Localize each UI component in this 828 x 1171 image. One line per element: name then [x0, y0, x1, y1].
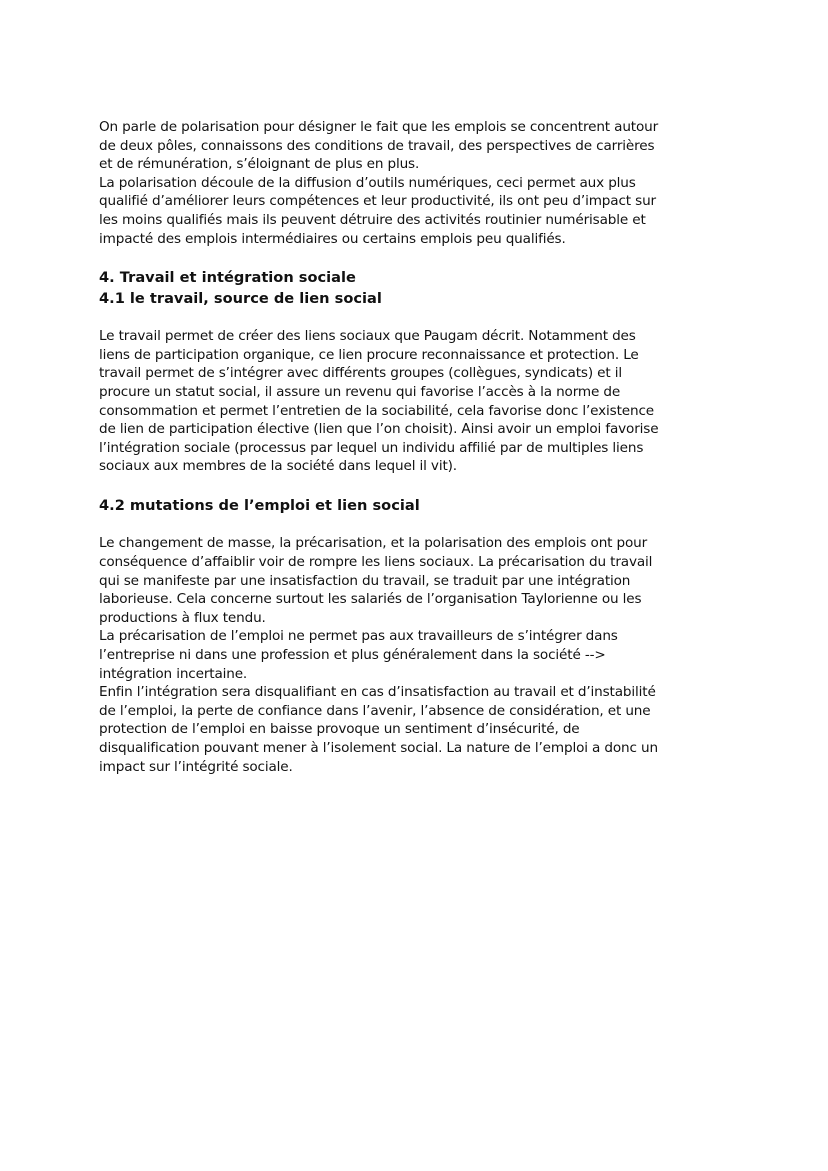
text-line: Le travail permet de créer des liens sociaux que Paugam décrit. Notamment des: [99, 328, 636, 345]
section-heading-4-1: 4.1 le travail, source de lien social: [99, 289, 382, 307]
text-line: l’intégration sociale (processus par lequel un individu affilié par de multiples liens: [99, 439, 644, 456]
text-line: disqualification pouvant mener à l’isolement social. La nature de l’emploi a donc un: [99, 739, 658, 756]
text-line: Enfin l’intégration sera disqualifiant en cas d’insatisfaction au travail et d’instabilité: [99, 684, 656, 701]
text-line: protection de l’emploi en baisse provoque un sentiment d’insécurité, de: [99, 721, 580, 738]
text-line: qualifié d’améliorer leurs compétences et leur productivité, ils ont peu d’impact sur: [99, 193, 656, 210]
text-line: l’entreprise ni dans une profession et plus généralement dans la société -->: [99, 646, 606, 663]
text-line: qui se manifeste par une insatisfaction du travail, se traduit par une intégration: [99, 572, 631, 589]
text-line: de l’emploi, la perte de confiance dans l’avenir, l’absence de considération, et une: [99, 702, 651, 719]
text-line: et de rémunération, s’éloignant de plus en plus.: [99, 156, 420, 173]
text-line: de lien de participation élective (lien que l’on choisit). Ainsi avoir un emploi favorise: [99, 421, 659, 438]
section-heading-4-2: 4.2 mutations de l’emploi et lien social: [99, 496, 420, 514]
section-4-1-paragraph: [99, 327, 735, 476]
text-line: impacté des emplois intermédiaires ou certains emplois peu qualifiés.: [99, 230, 566, 247]
text-line: productions à flux tendu.: [99, 609, 266, 626]
spacer: [99, 516, 735, 534]
text-line: liens de participation organique, ce lien procure reconnaissance et protection. Le: [99, 346, 639, 363]
spacer: [99, 309, 735, 327]
section-4-2-paragraph: [99, 534, 735, 776]
text-line: de deux pôles, connaissons des conditions de travail, des perspectives de carrières: [99, 137, 655, 154]
spacer: [99, 248, 735, 268]
text-line: consommation et permet l’entretien de la sociabilité, cela favorise donc l’existence: [99, 402, 654, 419]
text-line: conséquence d’affaiblir voir de rompre les liens sociaux. La précarisation du travail: [99, 554, 653, 570]
text-line: La précarisation de l’emploi ne permet pas aux travailleurs de s’intégrer dans: [99, 628, 618, 645]
text-line: sociaux aux membres de la société dans lequel il vit).: [99, 458, 457, 475]
document-body: [99, 118, 735, 776]
text-line: les moins qualifiés mais ils peuvent détruire des activités routinier numérisable et: [99, 211, 646, 228]
text-line: La polarisation découle de la diffusion d’outils numériques, ceci permet aux plus: [99, 174, 636, 191]
text-line: procure un statut social, il assure un revenu qui favorise l’accès à la norme de: [99, 383, 621, 400]
spacer: [99, 476, 735, 496]
section-heading-4: 4. Travail et intégration sociale: [99, 269, 356, 287]
text-line: intégration incertaine.: [99, 665, 248, 682]
text-line: impact sur l’intégrité sociale.: [99, 758, 293, 775]
text-line: On parle de polarisation pour désigner le fait que les emplois se concentrent autour: [99, 119, 659, 135]
text-line: laborieuse. Cela concerne surtout les salariés de l’organisation Taylorienne ou les: [99, 591, 642, 608]
intro-paragraph: [99, 118, 735, 248]
text-line: travail permet de s’intégrer avec différents groupes (collègues, syndicats) et il: [99, 365, 622, 382]
text-line: Le changement de masse, la précarisation, et la polarisation des emplois ont pour: [99, 535, 648, 552]
